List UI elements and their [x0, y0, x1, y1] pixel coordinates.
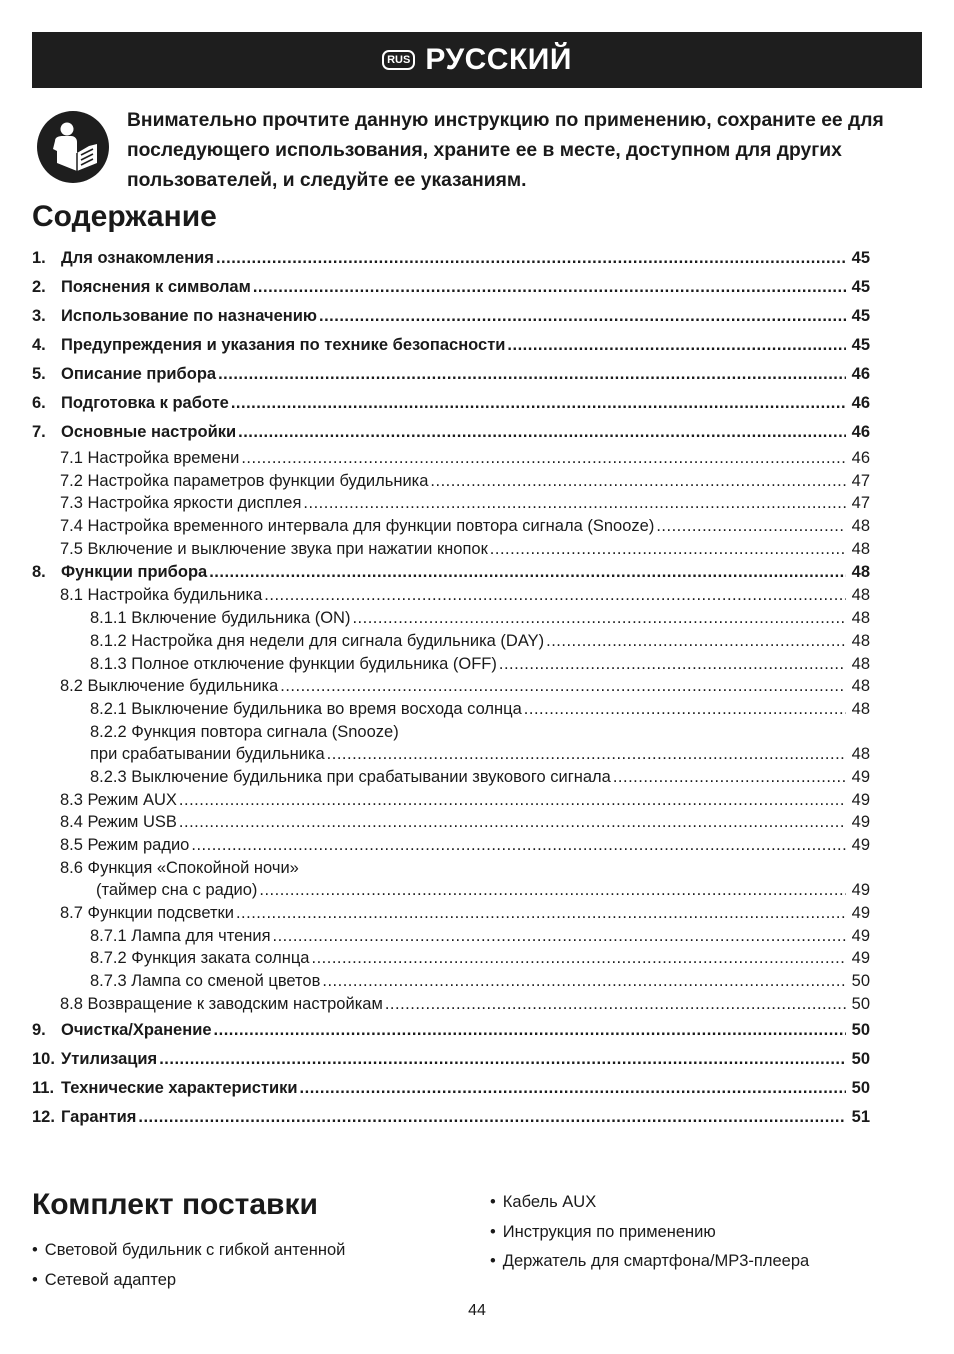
toc-entry [32, 653, 870, 676]
toc-dot-leader [179, 811, 846, 834]
toc-entry-number: 7. [32, 423, 46, 441]
language-badge: RUS [382, 50, 415, 70]
toc-entry-page: 46 [851, 449, 870, 467]
toc-dot-leader [524, 698, 846, 721]
toc-dot-leader [159, 1045, 846, 1074]
toc-entry-page: 46 [851, 394, 870, 412]
toc-dot-leader [253, 273, 846, 302]
toc-entry [32, 675, 870, 698]
toc-entry-page: 49 [851, 904, 870, 923]
toc-entry-page: 50 [851, 972, 870, 991]
toc-entry-title: Предупреждения и указания по технике безопасности [61, 336, 506, 354]
read-manual-icon [37, 111, 109, 183]
toc-dot-leader [238, 418, 846, 447]
toc-dot-leader [273, 925, 846, 948]
toc-entry [32, 1045, 870, 1074]
package-item: • Держатель для смартфона/MP3-плеера [490, 1247, 809, 1277]
toc-entry-title: (таймер сна с радио) [96, 881, 258, 900]
toc-entry-title: 8.2.3 Выключение будильника при срабатывании звукового сигнала [90, 767, 611, 786]
toc-entry-page: 49 [851, 836, 870, 854]
toc-entry-title: 8.7.2 Функция заката солнца [90, 949, 310, 968]
toc-entry-number: 3. [32, 307, 46, 325]
toc-dot-leader [327, 743, 846, 766]
toc-entry-title: 8.3 Режим AUX [60, 790, 177, 809]
toc-entry-title: Пояснения к символам [61, 278, 251, 296]
toc-dot-leader [430, 470, 846, 493]
toc-entry-page: 50 [851, 1020, 870, 1039]
toc-entry-page: 50 [851, 1049, 870, 1068]
toc-entry [32, 302, 870, 331]
toc-entry-title: 7.4 Настройка временного интервала для функции повтора сигнала (Snooze) [60, 517, 655, 536]
toc-dot-leader [209, 560, 846, 584]
toc-entry-number: 4. [32, 336, 46, 354]
toc-entry-title: 8.7.1 Лампа для чтения [90, 926, 271, 945]
toc-entry [32, 244, 870, 273]
toc-dot-leader [499, 653, 846, 676]
toc-entry-title: 8.1.2 Настройка дня недели для сигнала будильника (DAY) [90, 631, 545, 650]
toc-entry-number: 1. [32, 249, 46, 267]
package-list-left [32, 1236, 345, 1295]
toc-entry [32, 879, 870, 902]
toc-entry [32, 743, 870, 766]
toc-entry [32, 1103, 870, 1132]
toc-entry [32, 360, 870, 389]
toc-entry [32, 418, 870, 447]
toc-entry-page: 48 [851, 699, 870, 718]
toc-entry-title: 8.1 Настройка будильника [60, 586, 263, 605]
toc-entry [32, 1016, 870, 1045]
toc-dot-leader [507, 331, 846, 360]
toc-entry-page: 48 [851, 677, 870, 696]
toc-entry [32, 538, 870, 561]
toc-entry [32, 721, 870, 744]
toc-dot-leader [179, 789, 846, 812]
toc-dot-leader [322, 970, 846, 993]
toc-entry [32, 811, 870, 834]
toc-entry [32, 698, 870, 721]
toc-entry-page: 48 [851, 609, 870, 628]
toc-entry-title: 8.1.1 Включение будильника (ON) [90, 609, 351, 628]
toc-entry-page: 48 [851, 654, 870, 673]
package-item: • Инструкция по применению [490, 1218, 809, 1248]
toc-entry-page: 45 [851, 307, 870, 325]
toc-entry-number: 9. [32, 1020, 46, 1039]
toc-entry-title: 7.2 Настройка параметров функции будильника [60, 471, 429, 490]
toc-dot-leader [319, 302, 846, 331]
toc-entry-page: 46 [851, 365, 870, 383]
toc-entry-title: 7.1 Настройка времени [60, 449, 240, 467]
toc-entry [32, 607, 870, 630]
package-item: • Кабель AUX [490, 1188, 809, 1218]
toc-entry-title: 8.7.3 Лампа со сменой цветов [90, 972, 321, 991]
toc-dot-leader [385, 993, 846, 1016]
toc-dot-leader [280, 675, 846, 698]
toc-entry [32, 925, 870, 948]
toc-entry-title: 8.2 Выключение будильника [60, 677, 279, 696]
toc-entry-number: 12. [32, 1107, 55, 1126]
toc-entry-number: 8. [32, 563, 46, 582]
toc-entry-title: 8.5 Режим радио [60, 836, 190, 854]
toc-entry-title: Функции прибора [61, 563, 208, 582]
toc-dot-leader [236, 902, 846, 925]
toc-entry-page: 48 [851, 539, 870, 558]
toc-entry-page: 48 [851, 745, 870, 764]
toc-entry-page: 50 [851, 1078, 870, 1097]
toc-entry [32, 331, 870, 360]
toc-entry-title: 8.8 Возвращение к заводским настройкам [60, 994, 383, 1013]
toc-entry [32, 789, 870, 812]
toc-entry-page: 48 [851, 517, 870, 536]
toc-entry-page: 51 [851, 1107, 870, 1126]
toc-entry [32, 630, 870, 653]
toc-dot-leader [311, 947, 846, 970]
table-of-contents [32, 244, 870, 1132]
toc-entry-title: 8.2.2 Функция повтора сигнала (Snooze) [90, 722, 399, 741]
toc-entry-page: 48 [851, 563, 870, 582]
language-title: РУССКИЙ [425, 43, 572, 76]
toc-entry-title: Утилизация [61, 1049, 158, 1068]
toc-entry-page: 45 [851, 336, 870, 354]
toc-entry-number: 10. [32, 1049, 55, 1068]
toc-entry-title: Технические характеристики [61, 1078, 298, 1097]
toc-entry [32, 470, 870, 493]
toc-entry [32, 447, 870, 470]
toc-entry-page: 45 [851, 249, 870, 267]
toc-entry-page: 50 [851, 994, 870, 1013]
toc-entry [32, 584, 870, 607]
toc-entry [32, 766, 870, 789]
toc-dot-leader [259, 879, 846, 902]
toc-entry-page: 46 [851, 423, 870, 441]
toc-entry [32, 273, 870, 302]
toc-entry-title: Гарантия [61, 1107, 137, 1126]
toc-entry-page: 48 [851, 631, 870, 650]
toc-dot-leader [490, 538, 846, 561]
toc-entry-page: 47 [851, 494, 870, 513]
toc-entry-page: 48 [851, 586, 870, 605]
toc-dot-leader [352, 607, 846, 630]
toc-entry-number: 11. [32, 1078, 55, 1097]
toc-entry-title: Основные настройки [61, 423, 237, 441]
toc-entry [32, 834, 870, 857]
toc-dot-leader [138, 1103, 846, 1132]
toc-entry-number: 6. [32, 394, 46, 412]
toc-entry-title: Описание прибора [61, 365, 217, 383]
toc-entry-title: 7.5 Включение и выключение звука при нажатии кнопок [60, 539, 488, 558]
toc-dot-leader [241, 447, 846, 470]
toc-dot-leader [216, 244, 846, 273]
toc-entry-title: 8.6 Функция «Спокойной ночи» [60, 858, 299, 877]
toc-entry [32, 515, 870, 538]
toc-entry-title: Очистка/Хранение [61, 1020, 212, 1039]
toc-dot-leader [191, 834, 846, 857]
toc-entry-page: 49 [851, 881, 870, 900]
toc-dot-leader [214, 1016, 846, 1045]
toc-entry-page: 45 [851, 278, 870, 296]
toc-entry [32, 1074, 870, 1103]
toc-entry [32, 993, 870, 1016]
page-number: 44 [468, 1302, 486, 1319]
toc-entry-page: 49 [851, 767, 870, 786]
toc-entry-title: 8.4 Режим USB [60, 813, 177, 832]
toc-entry [32, 947, 870, 970]
toc-dot-leader [656, 515, 846, 538]
toc-entry [32, 492, 870, 515]
toc-dot-leader [218, 360, 846, 389]
toc-entry-title: Подготовка к работе [61, 394, 229, 412]
toc-entry-title: Для ознакомления [61, 249, 214, 267]
toc-entry-title: 8.1.3 Полное отключение функции будильника (OFF) [90, 654, 497, 673]
toc-entry [32, 857, 870, 880]
toc-entry-page: 49 [851, 949, 870, 968]
toc-entry-page: 47 [851, 471, 870, 490]
package-item: • Световой будильник с гибкой антенной [32, 1236, 345, 1266]
language-header [32, 32, 922, 88]
toc-entry-title: 7.3 Настройка яркости дисплея [60, 494, 302, 513]
toc-dot-leader [231, 389, 846, 418]
toc-dot-leader [300, 1074, 846, 1103]
toc-heading: Содержание [32, 200, 217, 233]
toc-dot-leader [264, 584, 846, 607]
toc-dot-leader [613, 766, 846, 789]
toc-entry-number: 2. [32, 278, 46, 296]
package-item: • Сетевой адаптер [32, 1266, 345, 1296]
toc-entry-title: Использование по назначению [61, 307, 317, 325]
intro-text: Внимательно прочтите данную инструкцию по применению, сохраните ее для последующего использования, храните ее в месте, доступном для других пользователей, и следуйте ее указаниям. [127, 110, 884, 191]
toc-entry-page: 49 [851, 926, 870, 945]
toc-entry [32, 560, 870, 584]
toc-entry-title: 8.7 Функции подсветки [60, 904, 234, 923]
toc-entry [32, 970, 870, 993]
package-heading: Комплект поставки [32, 1188, 318, 1221]
toc-entry-page: 49 [851, 790, 870, 809]
toc-entry-number: 5. [32, 365, 46, 383]
toc-entry-page: 49 [851, 813, 870, 832]
toc-dot-leader [303, 492, 846, 515]
toc-entry-title: 8.2.1 Выключение будильника во время восхода солнца [90, 699, 522, 718]
toc-entry-title: при срабатывании будильника [90, 745, 325, 764]
toc-entry [32, 902, 870, 925]
toc-entry [32, 389, 870, 418]
toc-dot-leader [546, 630, 846, 653]
package-list-right [490, 1188, 809, 1277]
